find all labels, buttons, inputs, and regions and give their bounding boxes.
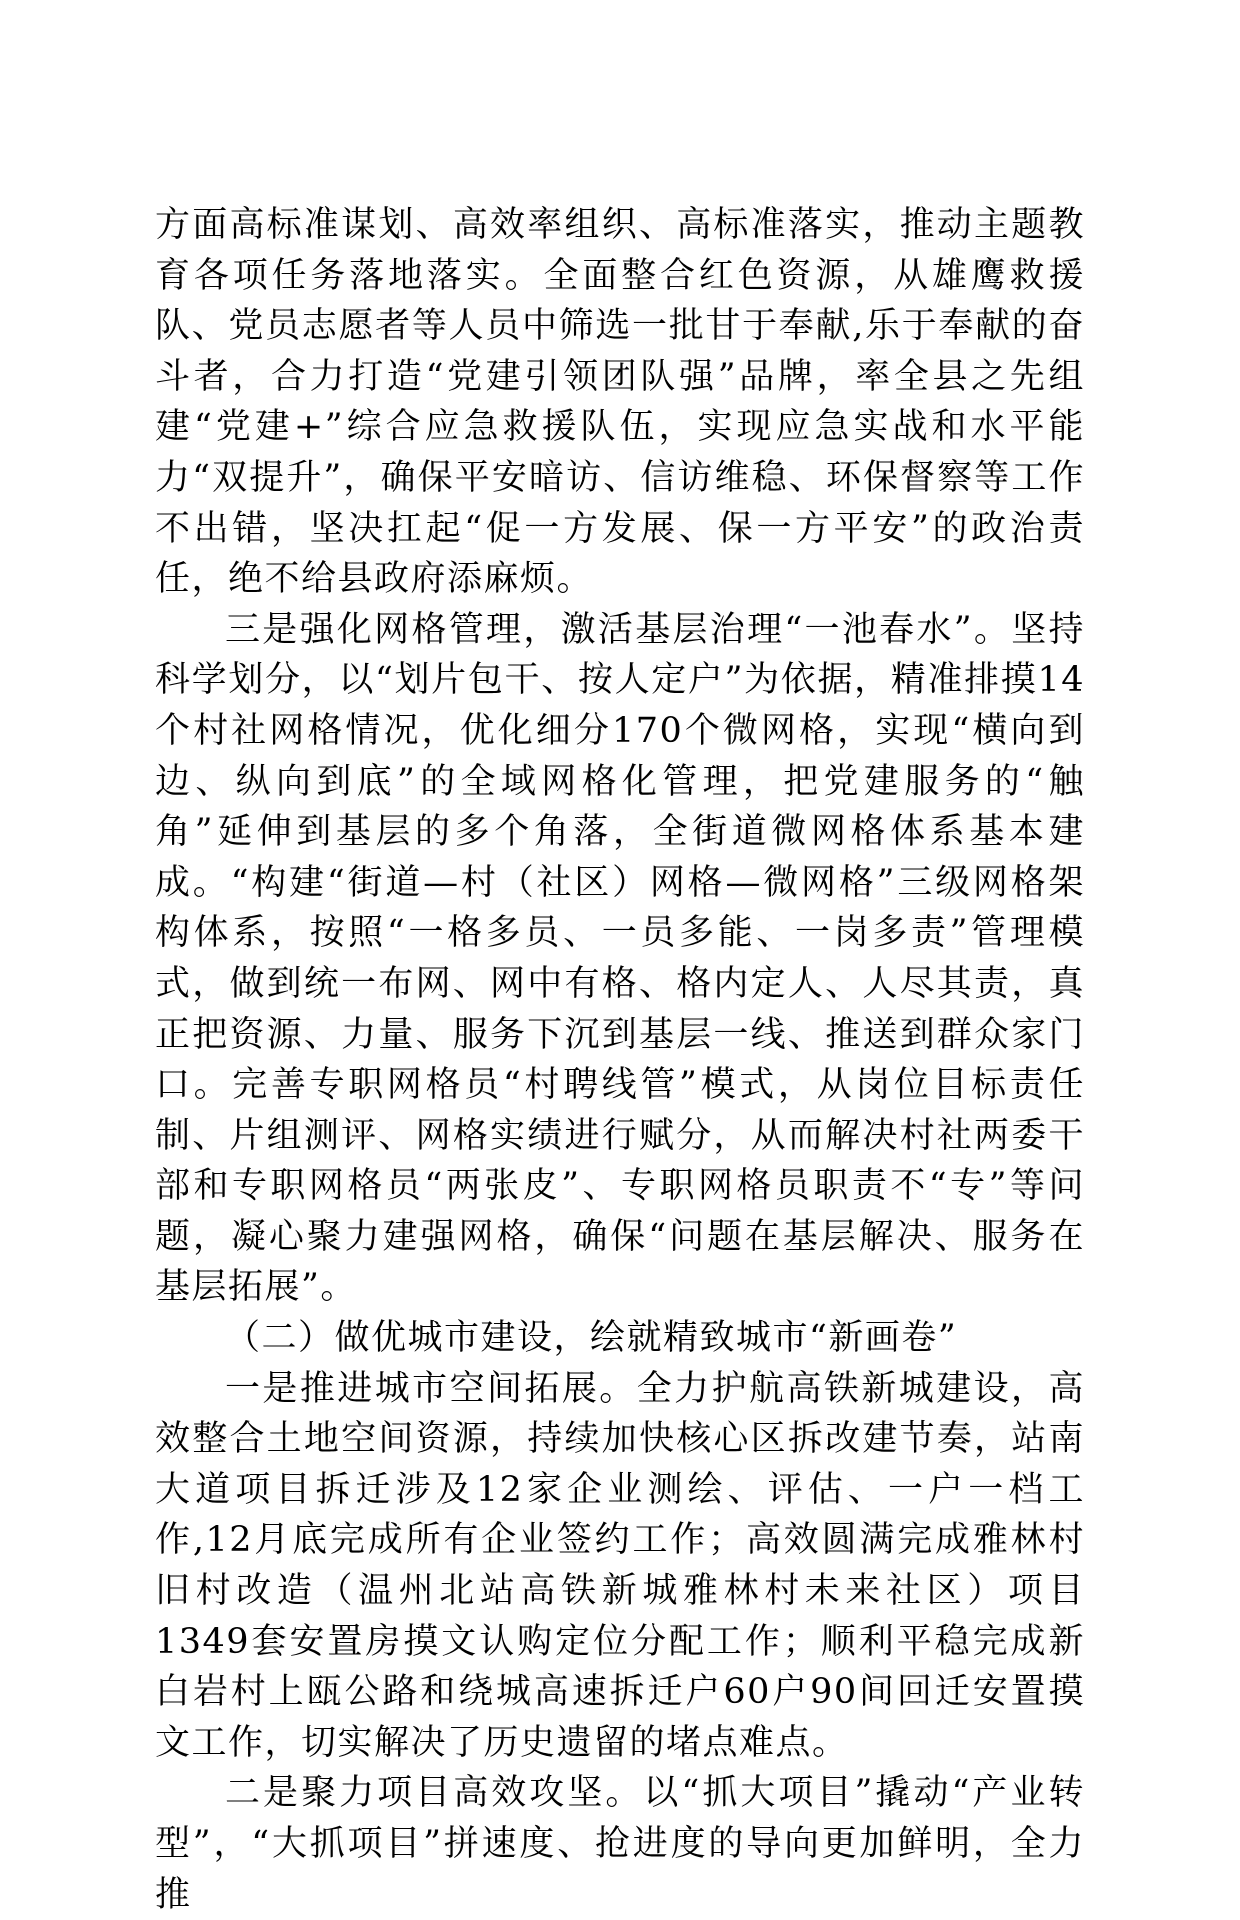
paragraph-grid-management: 三是强化网格管理，激活基层治理“一池春水”。坚持科学划分，以“划片包干、按人定户”为依据，精准排摸14个村社网格情况，优化细分170个微网格，实现“横向到边、纵向到底”的全域网格化管理，把党建服务的“触角”延伸到基层的多个角落，全街道微网格体系基本建成。“构建“街道—村（社区）网格—微网格”三级网格架构体系，按照“一格多员、一员多能、一岗多责”管理模式，做到统一布网、网中有格、格内定人、人尽其责，真正把资源、力量、服务下沉到基层一线、推送到群众家门口。完善专职网格员“村聘线管”模式，从岗位目标责任制、片组测评、网格实绩进行赋分，从而解决村社两委干部和专职网格员“两张皮”、专职网格员职责不“专”等问题，凝心聚力建强网格，确保“问题在基层解决、服务在基层拓展”。 [155,609,1085,1308]
paragraph-project-push: 二是聚力项目高效攻坚。以“抓大项目”撬动“产业转型”，“大抓项目”拼速度、抢进度的导向更加鲜明，全力推 [155,1773,1085,1915]
section-heading-urban-construction: （二）做优城市建设，绘就精致城市“新画卷” [225,1318,958,1359]
paragraph-urban-space: 一是推进城市空间拓展。全力护航高铁新城建设，高效整合土地空间资源，持续加快核心区拆改建节奏，站南大道项目拆迁涉及12家企业测绘、评估、一户一档工作,12月底完成所有企业签约工作；高效圆满完成雅林村旧村改造（温州北站高铁新城雅林村未来社区）项目1349套安置房摸文认购定位分配工作；顺利平稳完成新白岩村上瓯公路和绕城高速拆迁户60户90间回迁安置摸文工作，切实解决了历史遗留的堵点难点。 [155,1368,1085,1763]
paragraph-continuation: 方面高标准谋划、高效率组织、高标准落实，推动主题教育各项任务落地落实。全面整合红色资源，从雄鹰救援队、党员志愿者等人员中筛选一批甘于奉献,乐于奉献的奋斗者，合力打造“党建引领团队强”品牌，率全县之先组建“党建+”综合应急救援队伍，实现应急实战和水平能力“双提升”，确保平安暗访、信访维稳、环保督察等工作不出错，坚决扛起“促一方发展、保一方平安”的政治责任，绝不给县政府添麻烦。 [155,205,1085,600]
document-body [155,200,1085,1920]
